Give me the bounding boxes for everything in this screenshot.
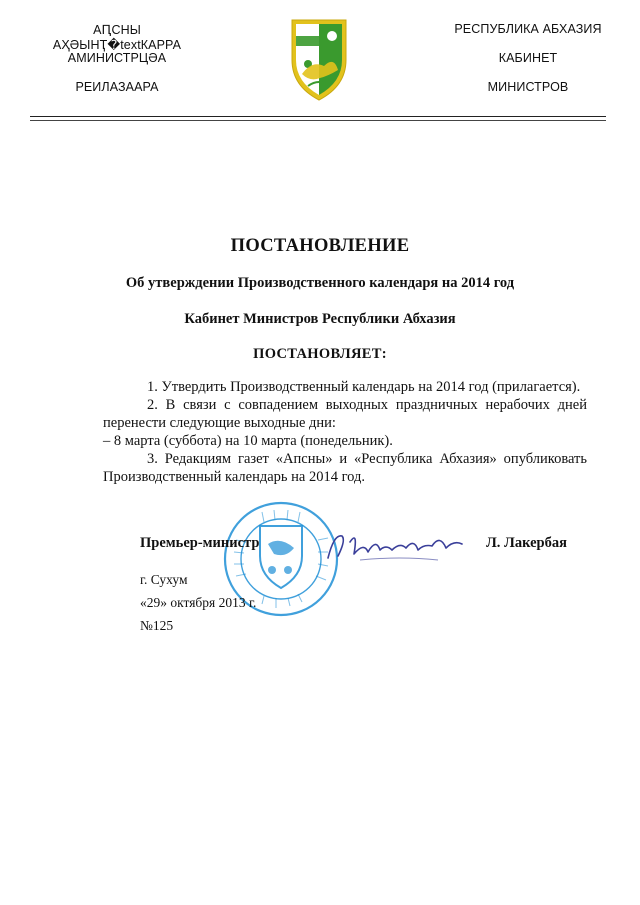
header-right-line-2: КАБИНЕТ — [498, 51, 558, 65]
date-of-issue: «29» октября 2013 г. — [140, 595, 257, 610]
document-subject: Об утверждении Производственного календаря на 2014 год — [125, 275, 515, 291]
document-body — [103, 378, 587, 486]
coat-of-arms-emblem — [288, 16, 350, 102]
header-divider-thick — [30, 116, 606, 117]
document-number: №125 — [140, 618, 174, 633]
header-divider-thin — [30, 120, 606, 121]
header-right-line-3: МИНИСТРОВ — [487, 80, 569, 94]
document-title: ПОСТАНОВЛЕНИЕ — [230, 236, 410, 256]
paragraph-item-2-detail: – 8 марта (суббота) на 10 марта (понедельник). — [103, 433, 393, 449]
header-left-line-3: РЕИЛАЗААРА — [75, 80, 159, 94]
header-left-line-2: АМИНИСТРЦӘА — [67, 51, 167, 65]
signatory-name: Л. Лакербая — [486, 535, 567, 551]
paragraph-item-3: 3. Редакциям газет «Апсны» и «Республика Абхазия» опубликовать Производственный календарь на 2014 год. — [103, 451, 587, 485]
header-right-line-1: РЕСПУБЛИКА АБХАЗИЯ — [454, 22, 602, 36]
header-right — [446, 22, 610, 98]
header-left — [32, 22, 202, 98]
signatory-position: Премьер-министр — [140, 535, 260, 551]
handwritten-signature — [320, 520, 470, 570]
resolution-heading: ПОСТАНОВЛЯЕТ: — [253, 346, 387, 362]
paragraph-item-1: 1. Утвердить Производственный календарь на 2014 год (прилагается). — [147, 379, 581, 395]
paragraph-item-2: 2. В связи с совпадением выходных праздничных нерабочих дней перенести следующие выходные дни: — [103, 397, 587, 431]
place-of-issue: г. Сухум — [140, 572, 188, 587]
header-left-line-1: АԤСНЫ АҲӘЫНҬ�textКАРРА — [52, 23, 182, 52]
document-issuer: Кабинет Министров Республики Абхазия — [184, 311, 456, 327]
